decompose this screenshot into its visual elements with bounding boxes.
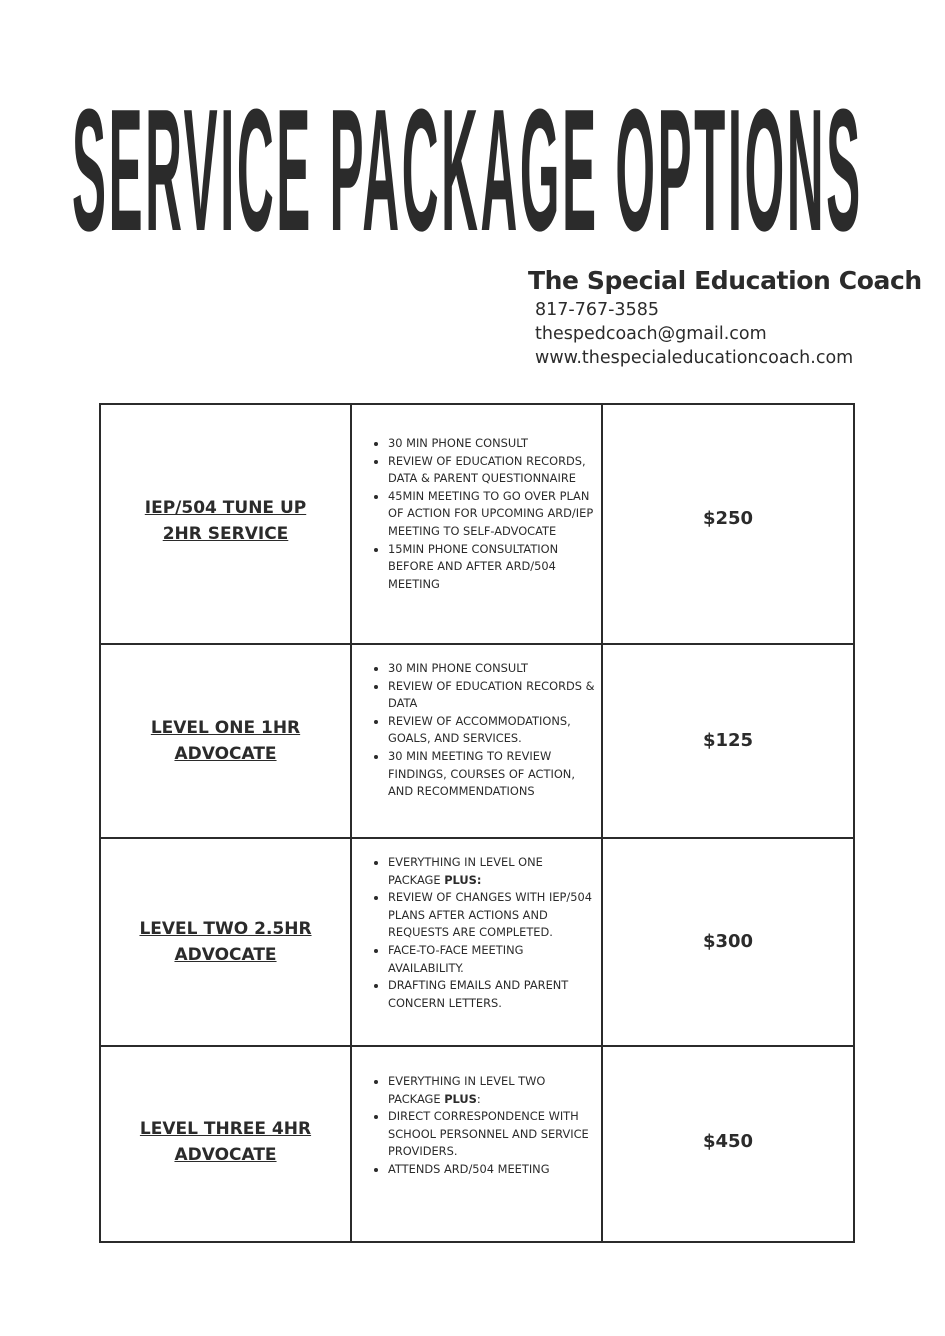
package-name-line: ADVOCATE [174,945,277,965]
feature-list [352,1073,598,1179]
package-name-cell [101,839,352,1045]
feature-item: 45MIN MEETING TO GO OVER PLAN OF ACTION FOR UPCOMING ARD/IEP MEETING TO SELF-ADVOCATE [388,488,598,541]
package-name [140,1116,311,1168]
feature-text: EVERYTHING IN LEVEL TWO PACKAGE [388,1074,546,1106]
website-url: www.thespecialeducationcoach.com [535,348,854,368]
feature-emphasis: PLUS: [444,872,482,887]
package-name-line: 2HR SERVICE [162,524,289,544]
feature-suffix: : [476,1091,481,1106]
feature-item: FACE-TO-FACE MEETING AVAILABILITY. [388,942,598,977]
package-row [101,839,853,1047]
package-price: $250 [702,507,754,529]
package-table [99,403,855,1243]
package-price-cell [603,1047,853,1241]
feature-item: ATTENDS ARD/504 MEETING [388,1161,598,1179]
feature-item [388,854,598,889]
package-name-cell [101,405,352,643]
feature-item: DRAFTING EMAILS AND PARENT CONCERN LETTERS. [388,977,598,1012]
package-features-cell [352,645,603,837]
feature-item [388,1073,598,1108]
package-row [101,405,853,645]
feature-text: EVERYTHING IN LEVEL ONE PACKAGE [388,855,543,887]
feature-emphasis: PLUS [444,1091,477,1106]
feature-item: 30 MIN MEETING TO REVIEW FINDINGS, COURSES OF ACTION, AND RECOMMENDATIONS [388,748,598,801]
package-features-cell [352,1047,603,1241]
feature-list [352,660,598,801]
feature-item: REVIEW OF EDUCATION RECORDS & DATA [388,678,598,713]
email-address: thespedcoach@gmail.com [535,324,767,344]
coach-name: The Special Education Coach [528,266,922,295]
page-title: SERVICE PACKAGE OPTIONS [72,82,863,262]
contact-block [528,264,938,370]
package-name-cell [101,1047,352,1241]
package-name [139,916,311,968]
feature-list [352,854,598,1012]
package-name [151,715,300,767]
package-features-cell [352,405,603,643]
package-name-line: IEP/504 TUNE UP [144,498,307,518]
package-name-line: ADVOCATE [174,1145,277,1165]
feature-item: REVIEW OF CHANGES WITH IEP/504 PLANS AFTER ACTIONS AND REQUESTS ARE COMPLETED. [388,889,598,942]
package-name-line: ADVOCATE [174,744,277,764]
feature-item: 15MIN PHONE CONSULTATION BEFORE AND AFTER ARD/504 MEETING [388,541,598,594]
feature-list [352,435,598,593]
page-title-area [72,82,872,262]
package-name-line: LEVEL TWO 2.5HR [139,919,312,939]
feature-item: REVIEW OF EDUCATION RECORDS, DATA & PARENT QUESTIONNAIRE [388,453,598,488]
package-price: $300 [702,930,754,952]
package-features-cell [352,839,603,1045]
package-name-cell [101,645,352,837]
feature-item: REVIEW OF ACCOMMODATIONS, GOALS, AND SERVICES. [388,713,598,748]
feature-item: 30 MIN PHONE CONSULT [388,435,598,453]
package-row [101,645,853,839]
package-price: $450 [702,1130,754,1152]
package-name-line: LEVEL THREE 4HR [139,1119,312,1139]
package-price-cell [603,839,853,1045]
package-name [145,495,306,547]
phone-number: 817-767-3585 [535,300,659,320]
package-name-line: LEVEL ONE 1HR [150,718,301,738]
package-row [101,1047,853,1241]
feature-item: DIRECT CORRESPONDENCE WITH SCHOOL PERSONNEL AND SERVICE PROVIDERS. [388,1108,598,1161]
package-price-cell [603,405,853,643]
feature-item: 30 MIN PHONE CONSULT [388,660,598,678]
package-price: $125 [702,729,754,751]
package-price-cell [603,645,853,837]
